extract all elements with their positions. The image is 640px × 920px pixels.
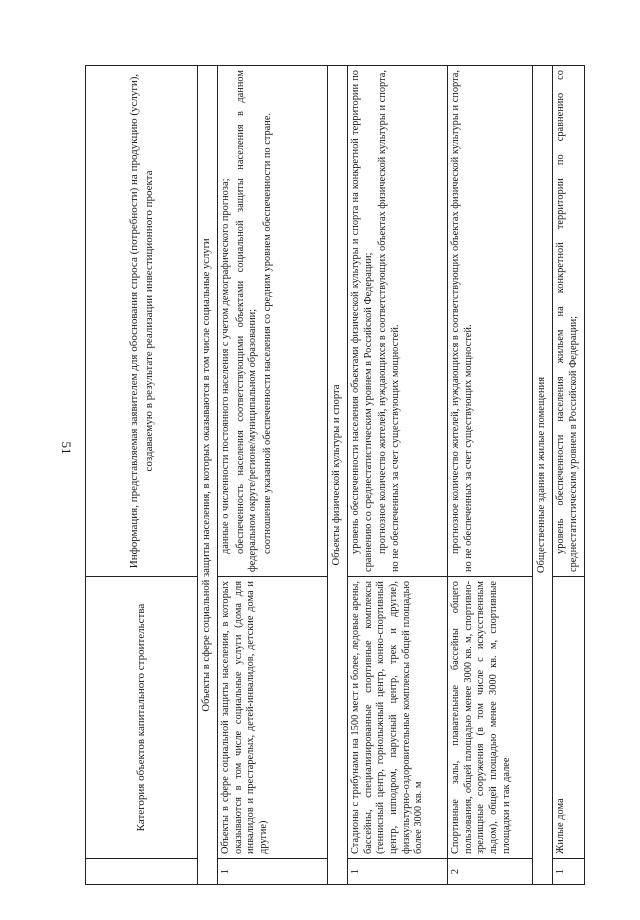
row-number: 1 <box>553 859 585 885</box>
row-info <box>553 66 585 577</box>
info-paragraph: обеспеченность населения соответствующими объектами социальной защиты населения в данном федеральном округе/регионе/муниципальном образовании; <box>234 70 259 572</box>
table-row <box>448 66 533 885</box>
header-category: Категория объектов капитального строительства <box>86 577 198 859</box>
row-info <box>448 66 533 577</box>
info-paragraph: данные о численности постоянного населения с учетом демографического прогноза; <box>220 178 231 554</box>
header-num <box>86 859 198 885</box>
section-title-row <box>198 66 218 885</box>
info-paragraph: прогнозное количество жителей, нуждающихся в соответствующих объектах физической культуры и спорта, но не обеспеченных за счет существующих мощностей. <box>377 70 402 572</box>
section-title: Объекты в сфере социальной защиты населения, в которых оказываются в том числе социальные услуги <box>198 66 218 885</box>
section-title-row <box>533 66 553 885</box>
row-category: Стадионы с трибунами на 1500 мест и более, ледовые арены, бассейны, специализированные спортивные комплексы (теннисный центр, горнолыжный центр, конно-спортивный центр, ипподром, парусный центр, трек и другие), физкультурно-оздоровительные комплексы общей площадью более 3000 кв. м <box>348 577 448 859</box>
row-number: 1 <box>348 859 448 885</box>
row-category: Спортивные залы, плавательные бассейны общего пользования, общей площадью менее 3000 кв. м, спортивно-зрелищные сооружения (в том числе с искусственным льдом), общей площадью менее 3000 кв. м, спортивные площадки и так далее <box>448 577 533 859</box>
info-paragraph: уровень обеспеченности населения объектами физической культуры и спорта на конкретной территории по сравнению со среднестатистическим уровнем в Российской Федерации; <box>350 70 374 572</box>
info-paragraph: соотношение указанной обеспеченности населения со средним уровнем обеспеченности по стране. <box>262 112 274 554</box>
info-paragraph: уровень обеспеченности населения жильем на конкретной территории по сравнению со среднестатистическим уровнем в Российской Федерации; <box>555 70 579 572</box>
row-number: 1 <box>218 859 328 885</box>
rotated-page <box>85 65 585 885</box>
info-paragraph: прогнозное количество жителей, нуждающихся в соответствующих объектах физической культуры и спорта, но не обеспеченных за счет существующих мощностей. <box>450 70 474 572</box>
section-title: Общественные здания и жилые помещения <box>533 66 553 885</box>
row-number: 2 <box>448 859 533 885</box>
table-row <box>553 66 585 885</box>
section-title: Объекты физической культуры и спорта <box>328 66 348 885</box>
table-header-row <box>86 66 198 885</box>
row-category: Жилые дома <box>553 577 585 859</box>
row-info <box>218 66 328 577</box>
table-row <box>218 66 328 885</box>
table-row <box>348 66 448 885</box>
row-info <box>348 66 448 577</box>
page-number: 51 <box>59 441 74 455</box>
header-info: Информация, представляемая заявителем для обоснования спроса (потребности) на продукцию (услуги), создаваемую в результате реализации инвестиционного проекта <box>86 66 198 577</box>
capital-construction-table <box>85 65 585 885</box>
row-category: Объекты в сфере социальной защиты населения, в которых оказываются в том числе социальные услуги (дома для инвалидов и престарелых, детей-инвалидов, детские дома и другие) <box>218 577 328 859</box>
section-title-row <box>328 66 348 885</box>
